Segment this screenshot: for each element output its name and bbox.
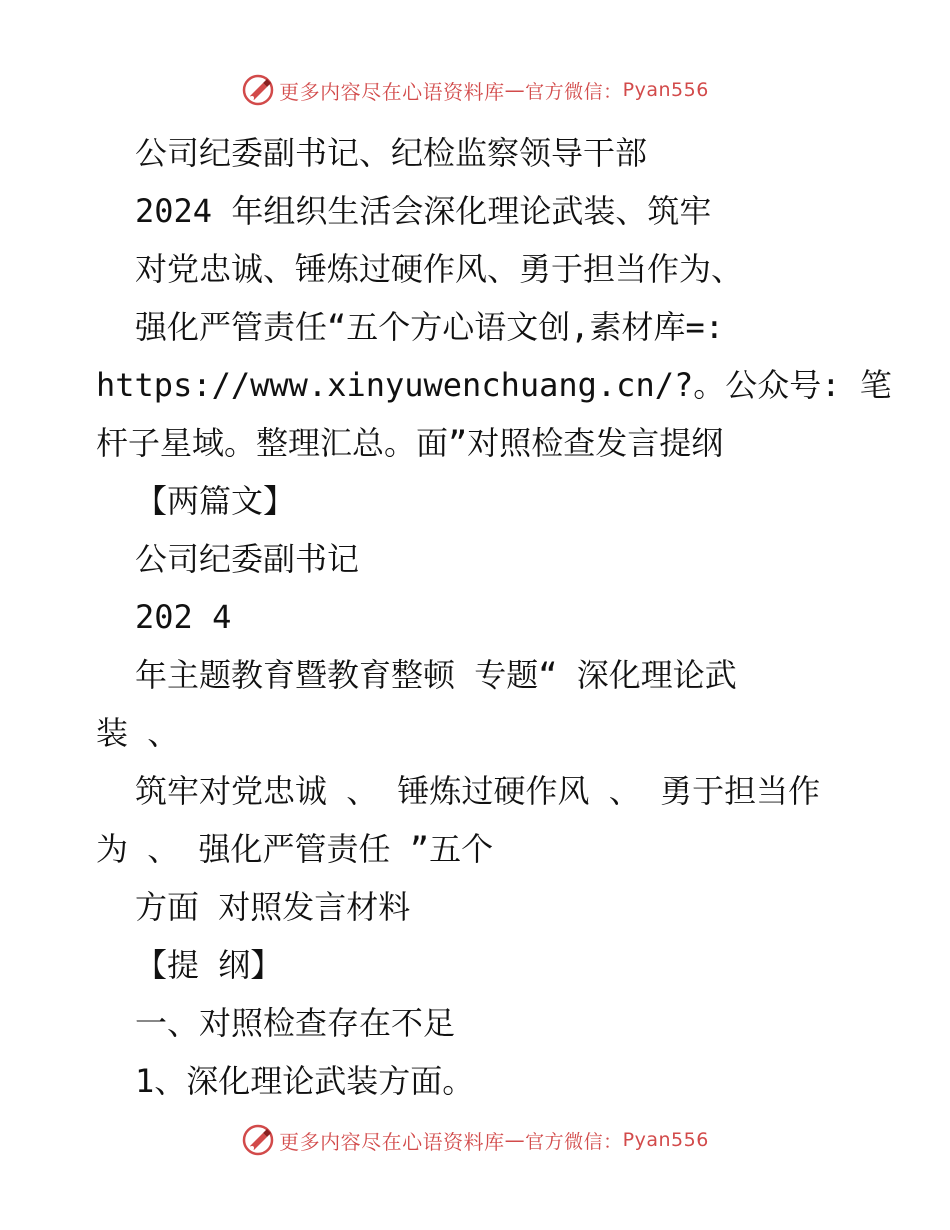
- banner-brand-text: 更多内容尽在心语资料库: [279, 1129, 505, 1154]
- banner-separator: —: [504, 1128, 526, 1152]
- banner-wechat-id: Pyan556: [622, 79, 709, 101]
- bottom-banner: [0, 1120, 950, 1160]
- doc-line: 为 、 强化严管责任 ”五个: [96, 830, 494, 868]
- top-banner: [0, 70, 950, 110]
- doc-line: 202 4: [135, 598, 232, 636]
- doc-line-url: https://www.xinyuwenchuang.cn/?。公众号: 笔: [96, 366, 892, 404]
- brand-logo-icon: [241, 73, 275, 107]
- doc-line: 装 、: [96, 714, 180, 752]
- doc-heading-bracket: 【提 纲】: [135, 946, 283, 984]
- doc-line: 年主题教育暨教育整顿 专题“ 深化理论武: [135, 656, 737, 694]
- doc-line: 对党忠诚、锤炼过硬作风、勇于担当作为、: [135, 250, 744, 288]
- doc-subsection-heading: 1、深化理论武装方面。: [135, 1062, 475, 1100]
- brand-logo-icon: [241, 1123, 275, 1157]
- doc-section-heading: 一、对照检查存在不足: [135, 1004, 456, 1042]
- banner-separator: —: [504, 78, 526, 102]
- doc-heading-bracket: 【两篇文】: [135, 482, 296, 520]
- doc-line: 公司纪委副书记: [135, 540, 360, 578]
- banner-wechat-label: 官方微信：: [525, 80, 623, 103]
- doc-line: 方面 对照发言材料: [135, 888, 411, 926]
- banner-wechat-label: 官方微信：: [525, 1130, 623, 1153]
- doc-line: 强化严管责任“五个方心语文创,素材库=:: [135, 308, 725, 346]
- doc-line: 公司纪委副书记、纪检监察领导干部: [135, 134, 648, 172]
- doc-line: 杆子星域。整理汇总。面”对照检查发言提纲: [96, 424, 724, 462]
- document-body: [0, 124, 950, 1110]
- banner-wechat-id: Pyan556: [622, 1129, 709, 1151]
- doc-line: 2024 年组织生活会深化理论武装、筑牢: [135, 192, 712, 230]
- banner-brand-text: 更多内容尽在心语资料库: [279, 79, 505, 104]
- doc-line: 筑牢对党忠诚 、 锤炼过硬作风 、 勇于担当作: [135, 772, 821, 810]
